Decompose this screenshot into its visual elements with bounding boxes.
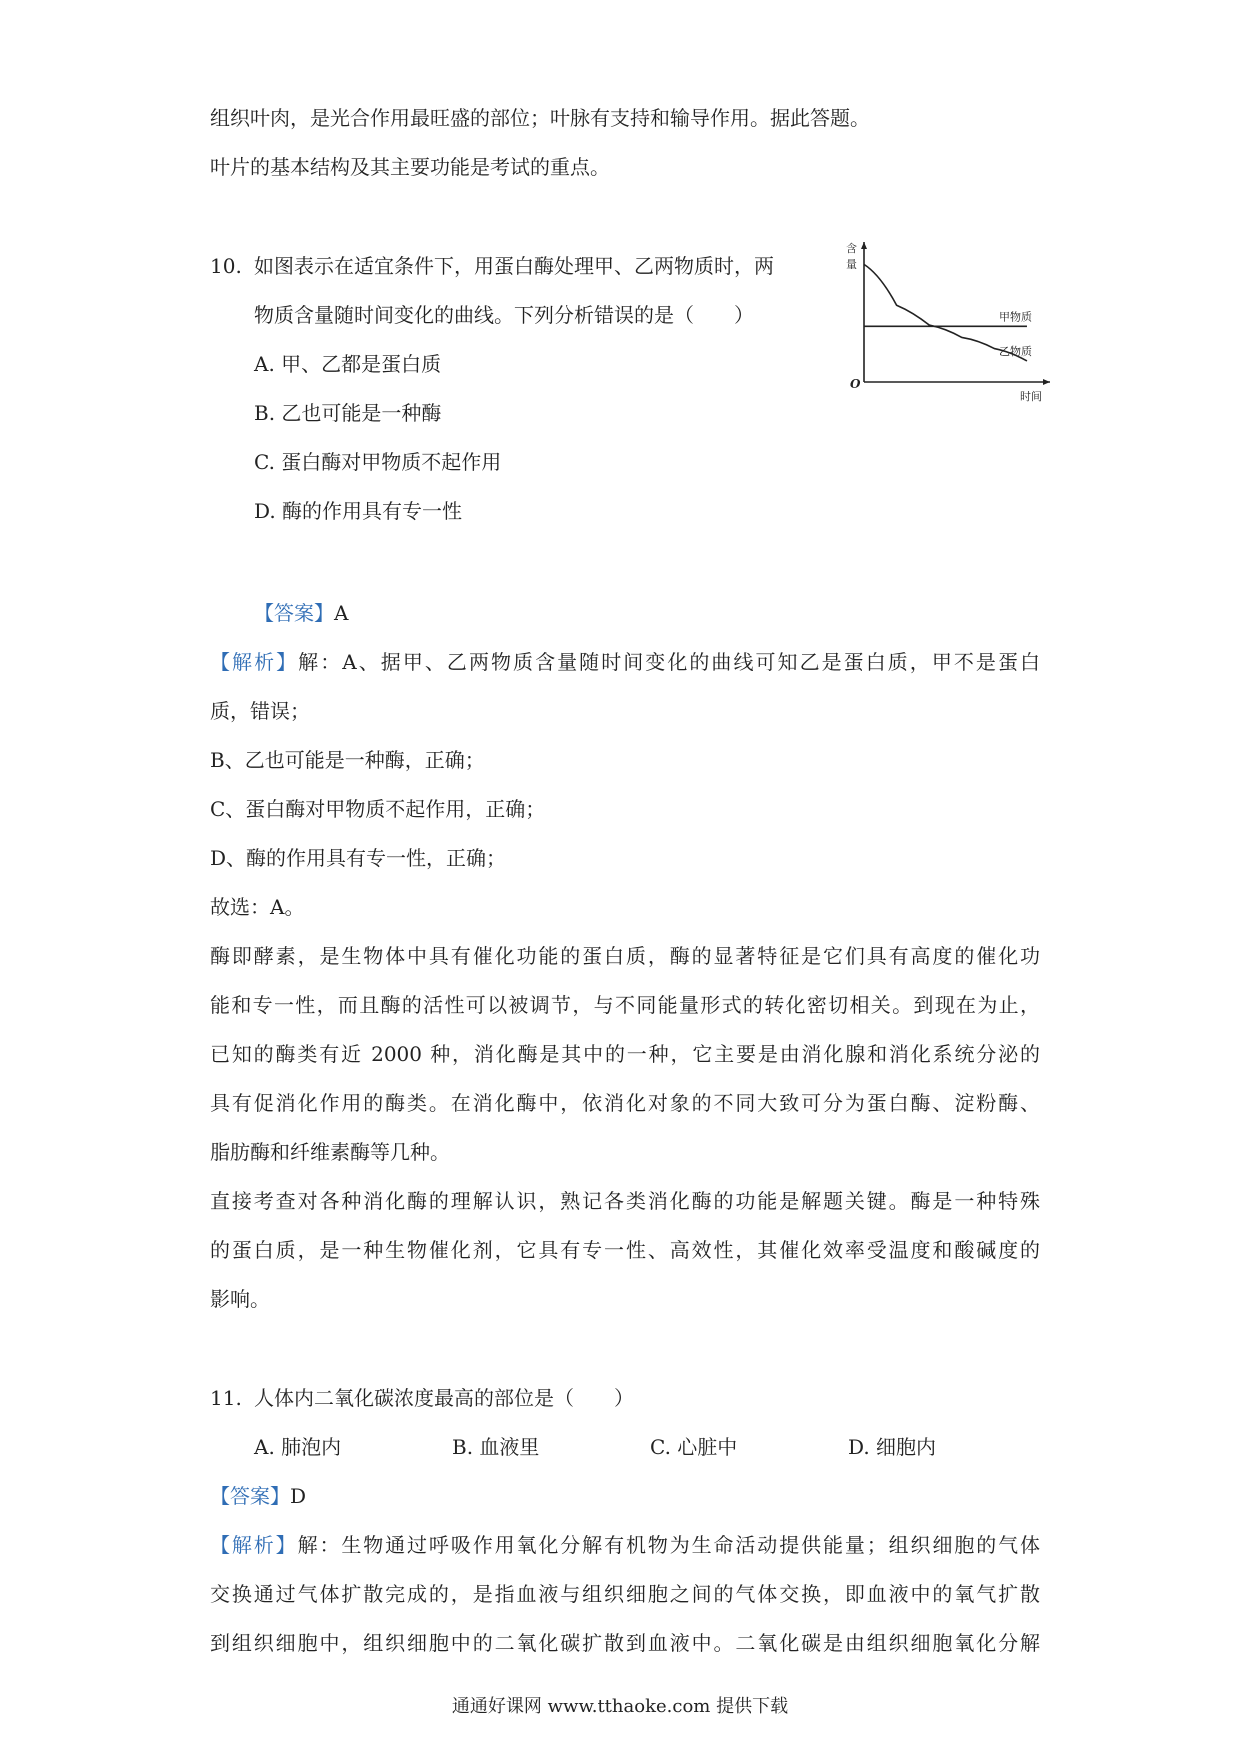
y-axis-arrow [861, 242, 867, 249]
q10-number: 10. [210, 254, 242, 278]
q10-analysis-line-2: 质，错误； [210, 699, 310, 723]
q10-analysis-line-1 [210, 647, 1040, 677]
q10-para1-line-5: 脂肪酶和纤维素酶等几种。 [210, 1140, 450, 1164]
series-label-2: 乙物质 [998, 344, 1032, 358]
q11-option-a: A. 肺泡内 [254, 1435, 342, 1459]
q10-analysis-d: D、酶的作用具有专一性，正确； [210, 846, 507, 870]
analysis-tag: 【解析】 [210, 1533, 298, 1557]
q10-stem-line-1: 如图表示在适宜条件下，用蛋白酶处理甲、乙两物质时，两 [254, 254, 774, 278]
answer-tag: 【答案】 [210, 1484, 290, 1508]
q11-analysis-line-1 [210, 1530, 1040, 1560]
q10-analysis-b: B、乙也可能是一种酶，正确； [210, 748, 485, 772]
prev-text-line-1: 组织叶肉，是光合作用最旺盛的部位；叶脉有支持和输导作用。据此答题。 [210, 106, 870, 130]
q10-option-c: C. 蛋白酶对甲物质不起作用 [254, 450, 502, 474]
q11-analysis-line-3: 到组织细胞中，组织细胞中的二氧化碳扩散到血液中。二氧化碳是由组织细胞氧化分解 [210, 1631, 1040, 1655]
q11-answer [210, 1481, 306, 1511]
q11-stem: 人体内二氧化碳浓度最高的部位是（ ） [254, 1386, 634, 1410]
q10-para2-line-2: 的蛋白质，是一种生物催化剂，它具有专一性、高效性，其催化效率受温度和酸碱度的 [210, 1238, 1040, 1262]
x-axis-arrow [1043, 379, 1050, 385]
q10-para1-line-3: 已知的酶类有近 2000 种，消化酶是其中的一种，它主要是由消化腺和消化系统分泌的 [210, 1042, 1040, 1066]
prev-text-line-2: 叶片的基本结构及其主要功能是考试的重点。 [210, 155, 610, 179]
x-axis-label: 时间 [1020, 390, 1042, 403]
q10-option-b: B. 乙也可能是一种酶 [254, 401, 442, 425]
q10-analysis-c: C、蛋白酶对甲物质不起作用，正确； [210, 797, 546, 821]
q10-stem-line-2: 物质含量随时间变化的曲线。下列分析错误的是（ ） [254, 303, 754, 327]
q10-choose: 故选：A。 [210, 895, 305, 919]
analysis-text: 解：A、据甲、乙两物质含量随时间变化的曲线可知乙是蛋白质，甲不是蛋白 [298, 650, 1040, 674]
answer-value: A [334, 601, 349, 625]
content-time-chart [838, 240, 1078, 410]
q10-para1-line-4: 具有促消化作用的酶类。在消化酶中，依消化对象的不同大致可分为蛋白酶、淀粉酶、 [210, 1091, 1040, 1115]
q10-para2-line-1: 直接考查对各种消化酶的理解认识，熟记各类消化酶的功能是解题关键。酶是一种特殊 [210, 1189, 1040, 1213]
answer-value: D [290, 1484, 307, 1508]
q11-number: 11. [210, 1386, 242, 1410]
analysis-tag: 【解析】 [210, 650, 299, 674]
origin-label: O [850, 377, 861, 391]
page-footer: 通通好课网 www.tthaoke.com 提供下载 [451, 1696, 789, 1717]
q10-answer [254, 598, 348, 628]
q11-option-b: B. 血液里 [452, 1435, 540, 1459]
y-axis-label-char: 含 [846, 242, 857, 255]
y-axis-label-char: 量 [846, 258, 857, 271]
q10-option-d: D. 酶的作用具有专一性 [254, 499, 463, 523]
q10-para2-line-3: 影响。 [210, 1287, 270, 1311]
analysis-text: 解：生物通过呼吸作用氧化分解有机物为生命活动提供能量；组织细胞的气体 [297, 1533, 1041, 1557]
q11-option-c: C. 心脏中 [650, 1435, 738, 1459]
answer-tag: 【答案】 [254, 601, 334, 625]
q10-para1-line-1: 酶即酵素，是生物体中具有催化功能的蛋白质，酶的显著特征是它们具有高度的催化功 [210, 944, 1040, 968]
q10-para1-line-2: 能和专一性，而且酶的活性可以被调节，与不同能量形式的转化密切相关。到现在为止， [210, 993, 1040, 1017]
q10-option-a: A. 甲、乙都是蛋白质 [254, 352, 442, 376]
series-label-1: 甲物质 [998, 310, 1032, 324]
q11-analysis-line-2: 交换通过气体扩散完成的，是指血液与组织细胞之间的气体交换，即血液中的氧气扩散 [210, 1582, 1040, 1606]
q11-option-d: D. 细胞内 [848, 1435, 937, 1459]
